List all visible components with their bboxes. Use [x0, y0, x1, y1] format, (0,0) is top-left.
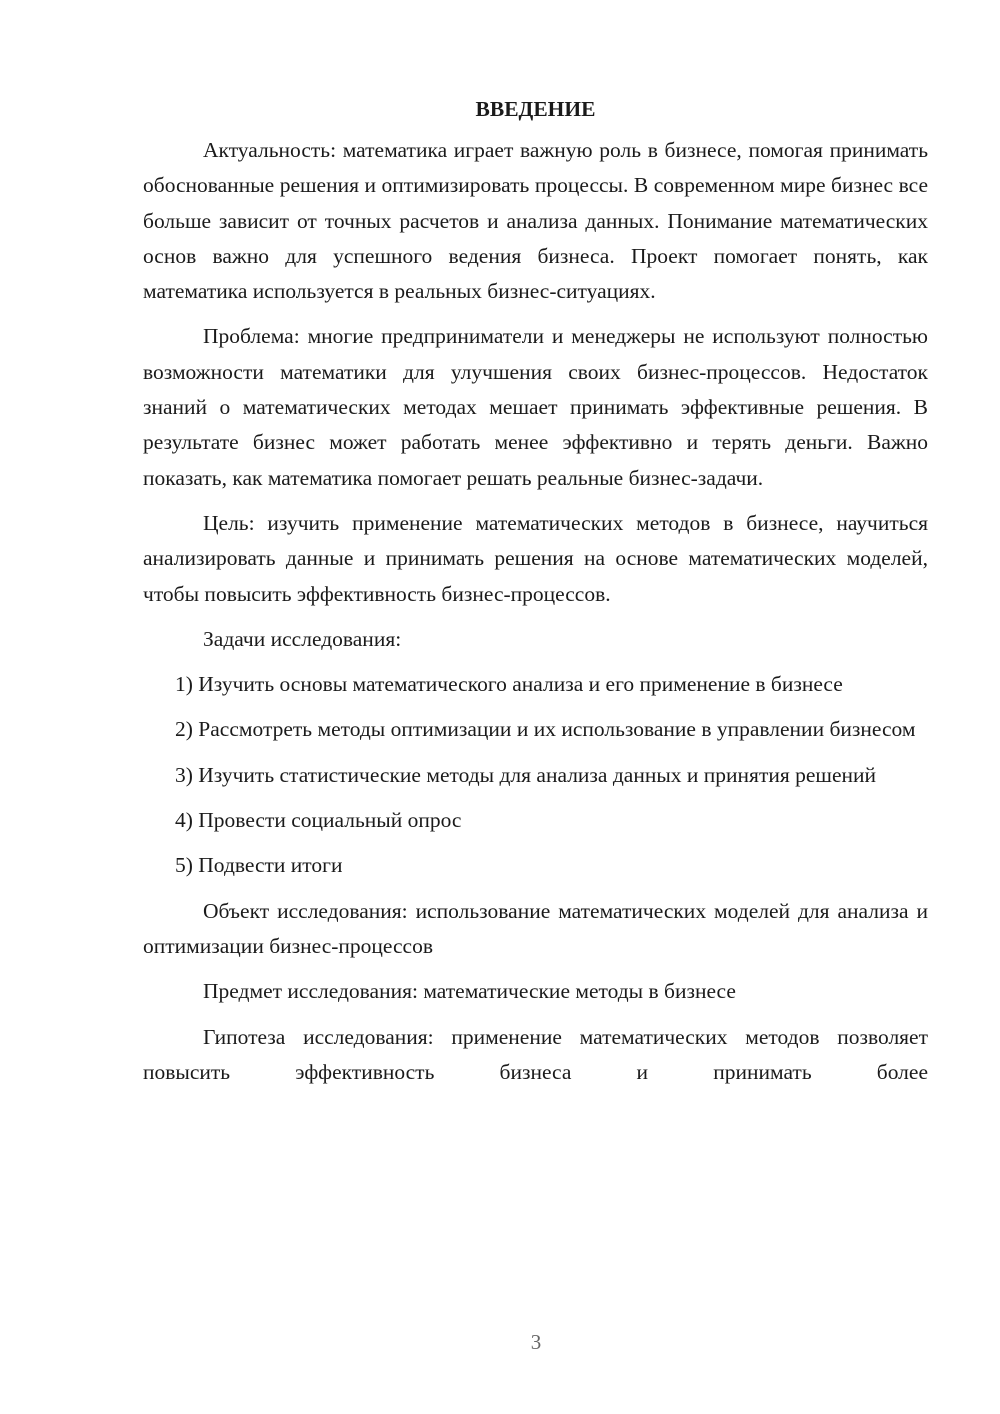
problem-paragraph: Проблема: многие предприниматели и менеджеры не используют полностью возможности математики для улучшения своих бизнес-процессов. Недостаток знаний о математических методах мешает принимать эффективные решения. В результате бизнес может работать менее эффективно и терять деньги. Важно показать, как математика помогает решать реальные бизнес-задачи.: [143, 324, 928, 490]
task-item-4: 4) Провести социальный опрос: [175, 808, 462, 833]
task-item-5: 5) Подвести итоги: [175, 853, 343, 878]
tasks-title: Задачи исследования:: [203, 626, 402, 651]
object-paragraph: Объект исследования: использование математических моделей для анализа и оптимизации бизнес-процессов: [143, 898, 928, 958]
task-item-2: 2) Рассмотреть методы оптимизации и их использование в управлении бизнесом: [175, 717, 916, 742]
subject-paragraph: Предмет исследования: математические методы в бизнесе: [203, 979, 736, 1004]
goal-paragraph: Цель: изучить применение математических методов в бизнесе, научиться анализировать данные и принимать решения на основе математических моделей, чтобы повысить эффективность бизнес-процессов.: [143, 510, 928, 606]
relevance-paragraph: Актуальность: математика играет важную роль в бизнесе, помогая принимать обоснованные решения и оптимизировать процессы. В современном мире бизнес все больше зависит от точных расчетов и анализа данных. Понимание математических основ важно для успешного ведения бизнеса. Проект помогает понять, как математика используется в реальных бизнес-ситуациях.: [143, 138, 928, 304]
document-page: [143, 92, 928, 1100]
task-item-1: 1) Изучить основы математического анализа и его применение в бизнесе: [175, 672, 843, 697]
hypothesis-paragraph: Гипотеза исследования: применение математических методов позволяет повысить эффективность бизнеса и принимать более: [143, 1024, 928, 1084]
task-item-3: 3) Изучить статистические методы для анализа данных и принятия решений: [175, 762, 877, 787]
page-number: 3: [530, 1330, 542, 1354]
section-heading: ВВЕДЕНИЕ: [475, 97, 596, 121]
